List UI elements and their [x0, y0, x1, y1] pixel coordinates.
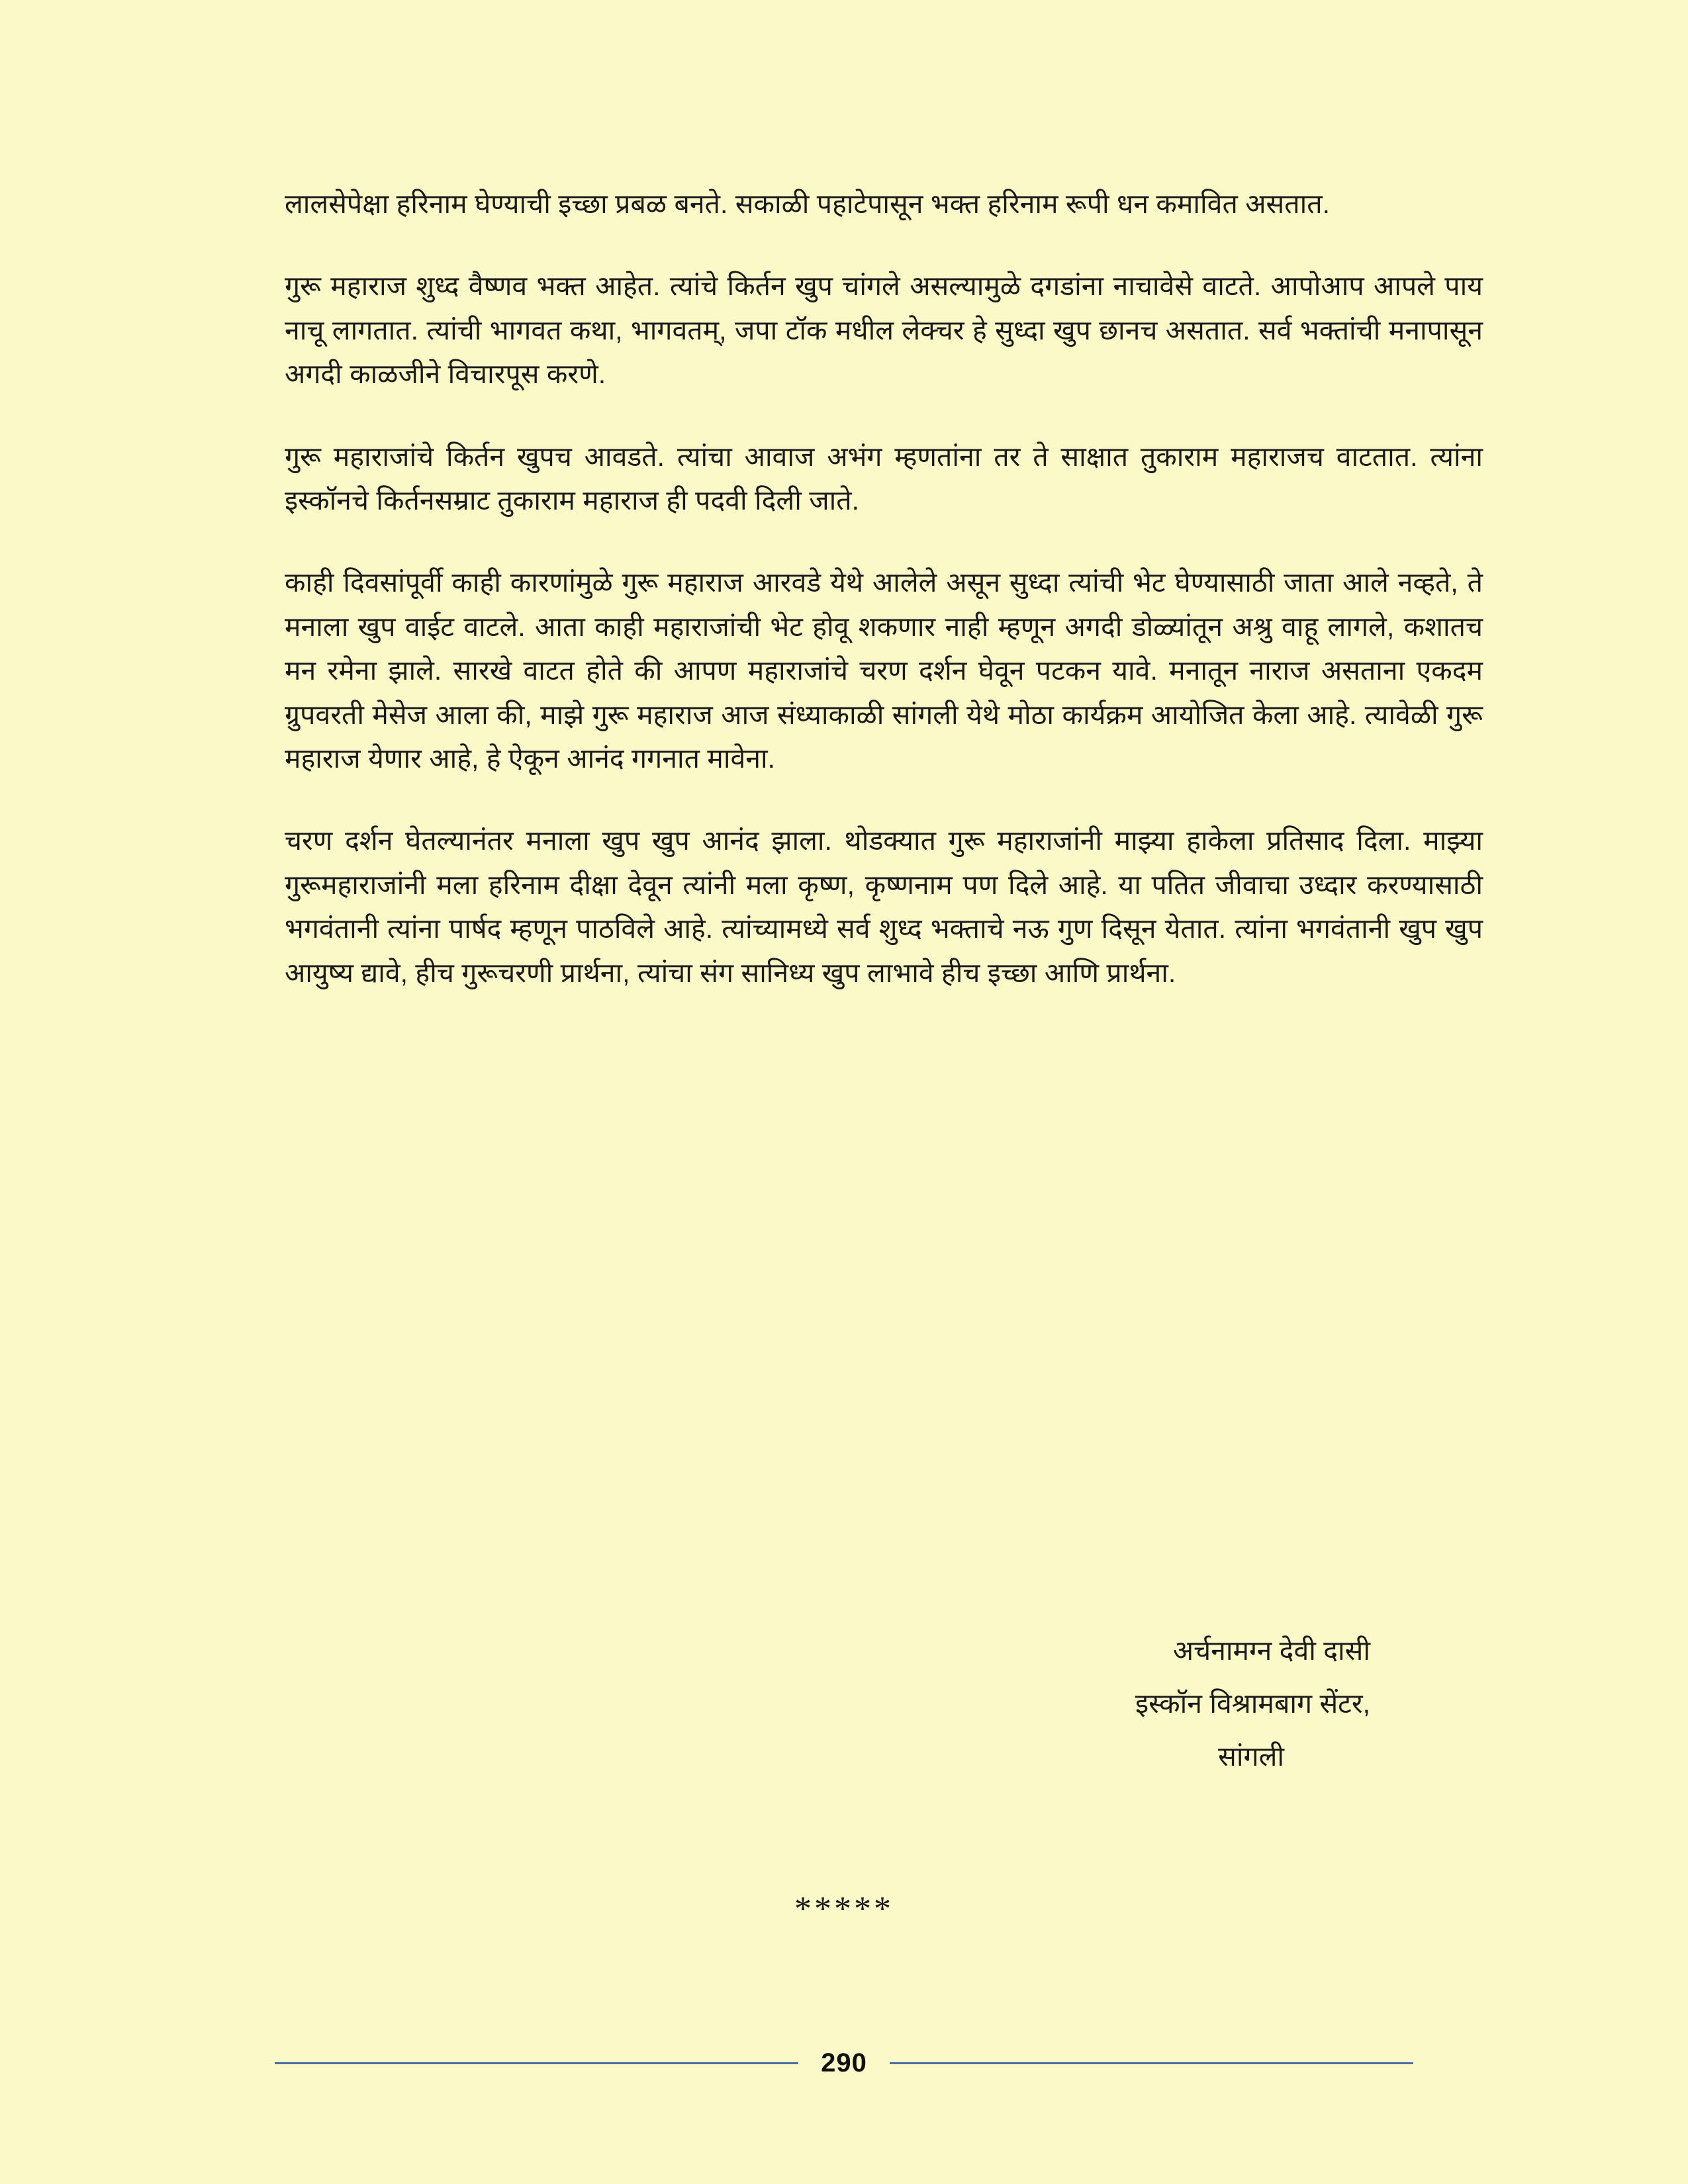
body-text — [285, 182, 1483, 995]
paragraph: गुरू महाराजांचे कि‍र्तन खुपच आवडते. त्यांचा आवाज अभंग म्हणतांना तर ते साक्षात तुकाराम महाराजच वाटतात. त्यांना इस्कॉनचे कि‍र्तनसम्राट तुकाराम महाराज ही पदवी दिली जाते. — [285, 441, 1483, 516]
page-number: 290 — [821, 2048, 867, 2077]
paragraph: लालसेपेक्षा हरिनाम घेण्याची इच्छा प्रबळ बनते. सकाळी पहाटेपासून भक्त हरिनाम रूपी धन कमावित असतात. — [285, 189, 1331, 219]
paragraph: गुरू महाराज शुध्द वैष्णव भक्त आहेत. त्यांचे कि‍र्तन खुप चांगले असल्यामुळे दगडांना नाचावेसे वाटते. आपोआप आपले पाय नाचू लागतात. त्यांची भागवत कथा, भागवतम्, जपा टॉक मधील लेक्चर हे सुध्दा खुप छानच असतात. सर्व भक्तांची मनापासून अगदी काळजीने विचारपूस करणे. — [285, 271, 1483, 390]
paragraph: काही दिवसांपूर्वी काही कारणांमुळे गुरू महाराज आरवडे येथे आलेले असून सुध्दा त्यांची भेट घेण्यासाठी जाता आले नव्हते, ते मनाला खुप वाईट वाटले. आता काही महाराजांची भेट होवू शकणार नाही म्हणून अगदी डोळ्यांतून अश्रु वाहू लागले, कशातच मन रमेना झाले. सारखे वाटत होते की आपण महाराजांचे चरण दर्शन घेवून पटकन यावे. मनातून नाराज असताना एकदम ग्रुपवरती मेसेज आला की, माझे गुरू महाराज आज संध्याकाळी सांगली येथे मोठा कार्यक्रम आयोजित केला आहे. त्यावेळी गुरू महाराज येणार आहे, हे ऐकून आनंद गगनात मावेना. — [285, 567, 1483, 774]
signature-block — [285, 1625, 1483, 1784]
signature-name: अर्चनामग्न देवी दासी — [1172, 1635, 1370, 1666]
signature-center: इस्कॉन विश्रामबाग सेंटर, — [1135, 1688, 1370, 1719]
signature-city: सांगली — [1218, 1741, 1284, 1772]
section-separator: ***** — [794, 1890, 894, 1928]
footer-rule-left — [275, 2062, 798, 2064]
paragraph: चरण दर्शन घेतल्यानंतर मनाला खुप खुप आनंद झाला. थोडक्यात गुरू महाराजांनी माझ्या हाकेला प्रतिसाद दिला. माझ्या गुरूमहाराजांनी मला हरिनाम दीक्षा देवून त्यांनी मला कृष्ण, कृष्णनाम पण दिले आहे. या पतित जीवाचा उध्दार करण्यासाठी भगवंतानी त्यांना पार्षद म्हणून पाठविले आहे. त्यांच्यामध्ये सर्व शुध्द भक्ताचे नऊ गुण दिसून येतात. त्यांना भगवंतानी खुप खुप आयुष्य द्यावे, हीच गुरूचरणी प्रार्थना, त्यांचा संग सानिध्य खुप लाभावे हीच इच्छा आणि प्रार्थना. — [285, 825, 1483, 988]
page-footer — [275, 2048, 1413, 2078]
footer-rule-right — [890, 2062, 1413, 2064]
